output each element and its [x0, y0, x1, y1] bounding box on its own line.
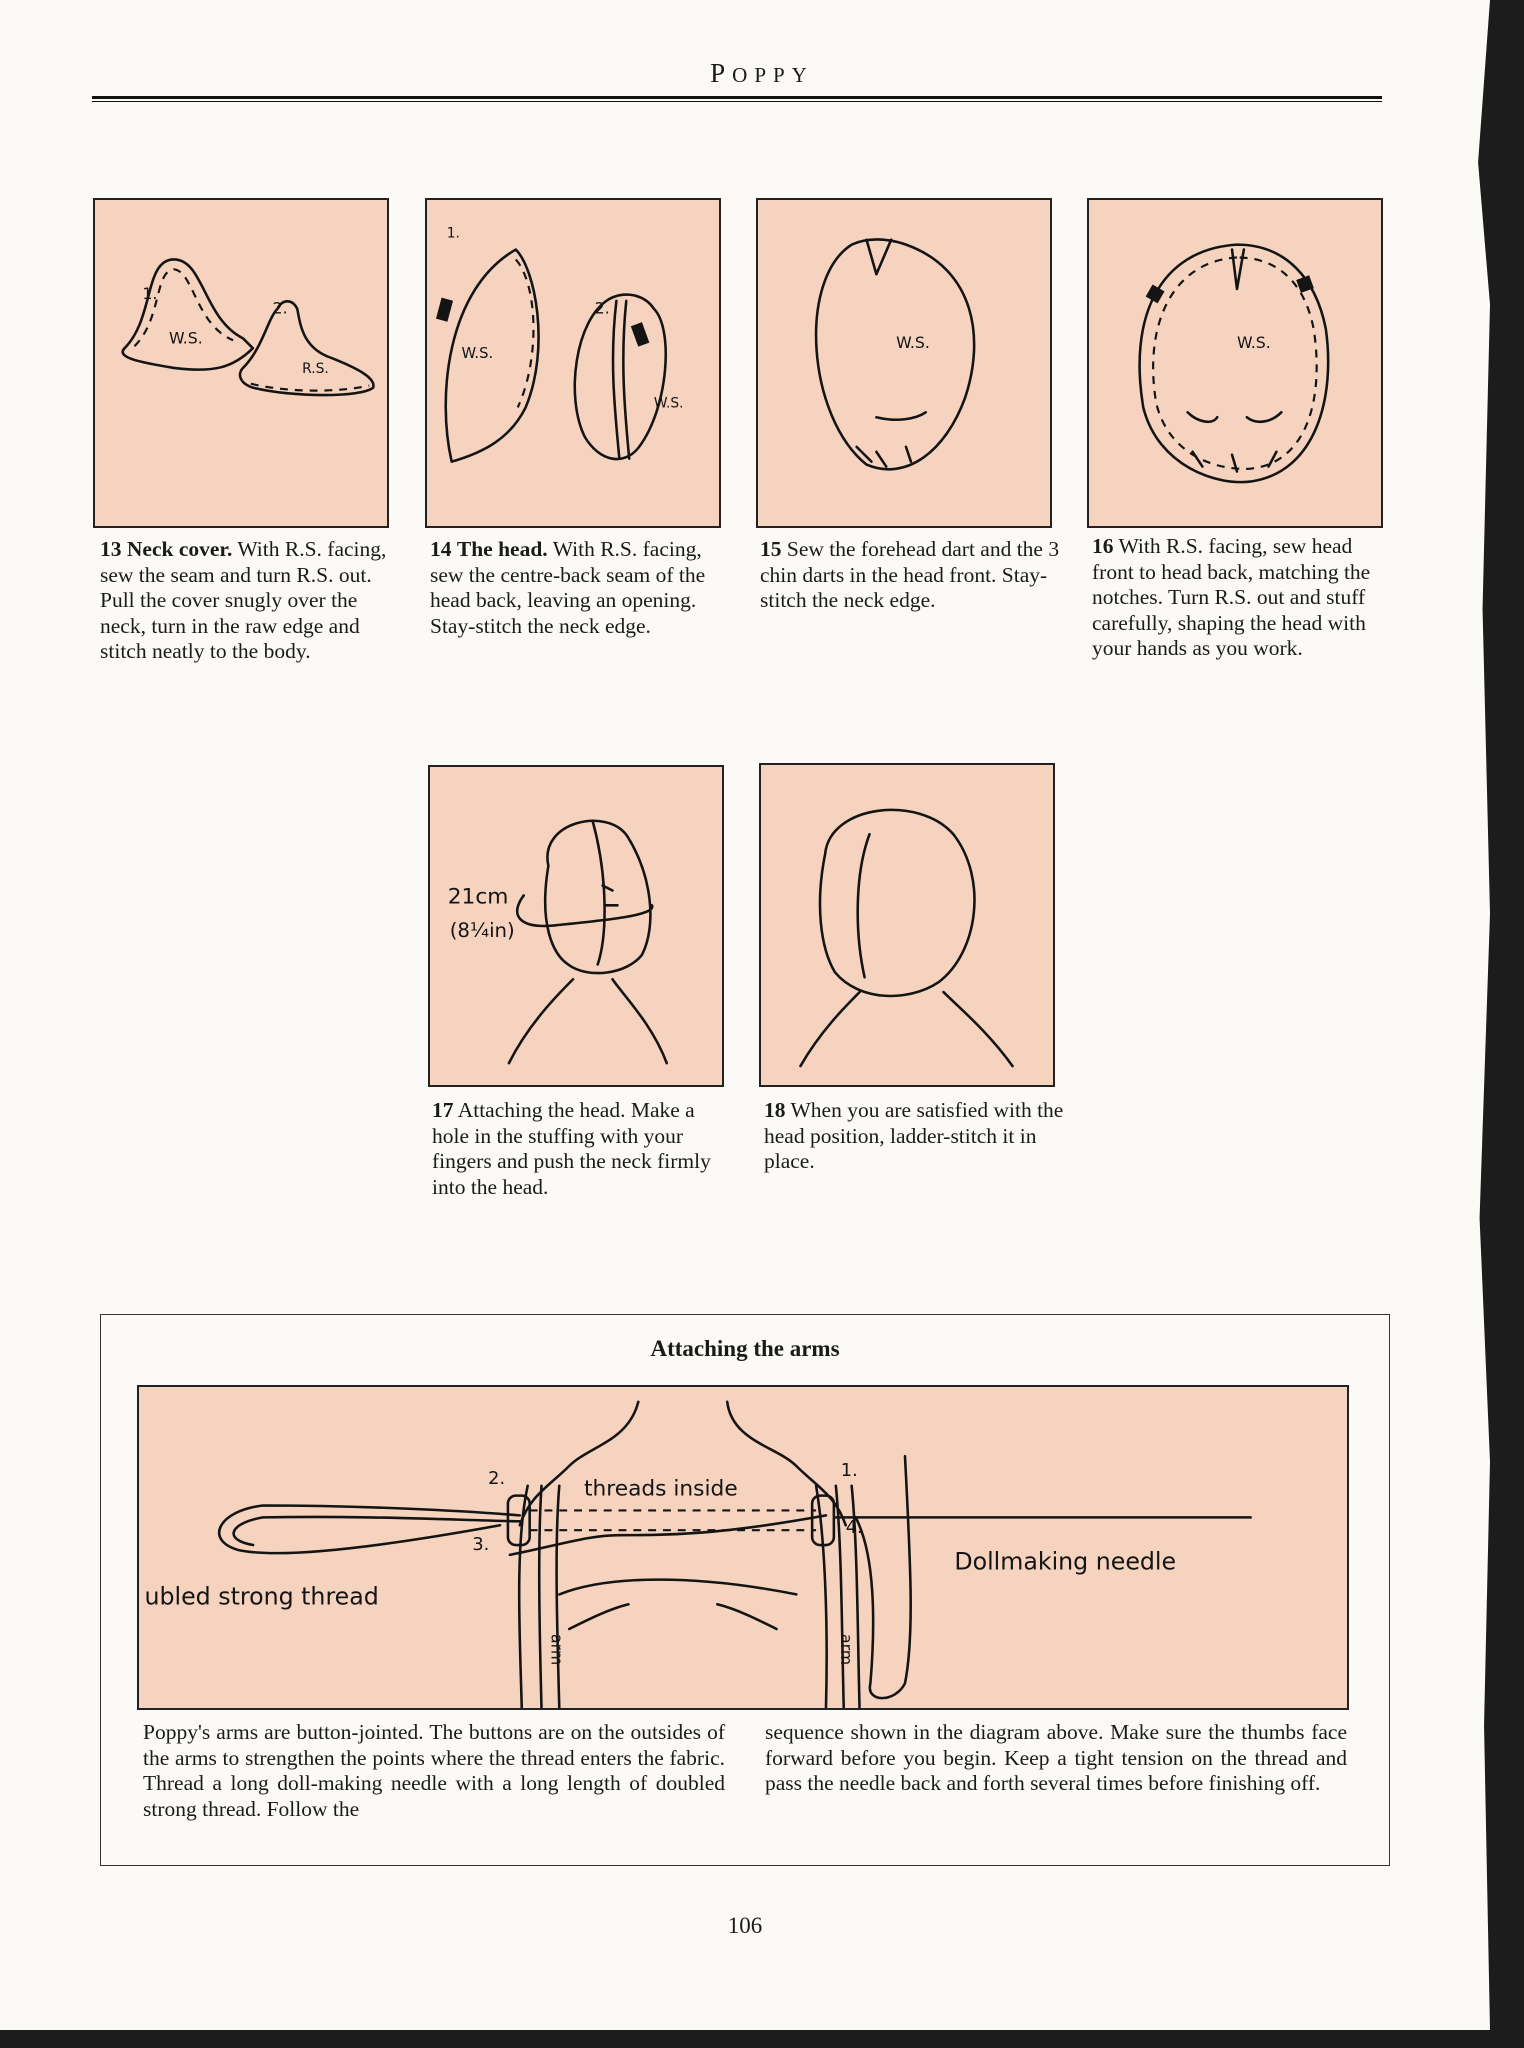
svg-text:W.S.: W.S.	[653, 395, 684, 412]
svg-text:R.S.: R.S.	[302, 360, 329, 377]
header-rule	[92, 96, 1382, 99]
caption-14: 14 The head. With R.S. facing, sew the centre-back seam of the head back, leaving an opening. Stay-stitch the neck edge.	[430, 537, 706, 638]
svg-text:3.: 3.	[472, 1534, 490, 1555]
svg-text:21cm: 21cm	[447, 884, 509, 910]
caption-15: 15 Sew the forehead dart and the 3 chin darts in the head front. Stay-stitch the neck edge.	[760, 537, 1060, 612]
arms-text-column-2: sequence shown in the diagram above. Make sure the thumbs face forward before you begin. Keep a tight tension on the thread and pass the needle back and forth several times before finishing off.	[765, 1720, 1347, 1795]
running-header: POPPY	[710, 58, 814, 88]
svg-text:1.: 1.	[446, 225, 460, 242]
header-rule-thin	[92, 101, 1382, 102]
svg-text:arm: arm	[836, 1633, 856, 1666]
svg-text:1.: 1.	[142, 283, 158, 303]
caption-13: 13 Neck cover. With R.S. facing, sew the seam and turn R.S. out. Pull the cover snugly over the neck, turn in the raw edge and stitch neatly to the body.	[100, 537, 387, 663]
svg-text:W.S.: W.S.	[168, 328, 203, 348]
caption-17: 17 Attaching the head. Make a hole in the stuffing with your fingers and push the neck firmly into the head.	[432, 1098, 711, 1199]
illustration-attaching-head	[428, 765, 724, 1087]
illustration-attaching-arms	[137, 1385, 1349, 1710]
svg-text:ubled strong thread: ubled strong thread	[144, 1582, 379, 1611]
page-number: 106	[727, 1913, 763, 1938]
svg-text:W.S.: W.S.	[896, 333, 930, 353]
svg-text:threads inside: threads inside	[583, 1476, 738, 1502]
svg-text:(8¼in): (8¼in)	[449, 918, 515, 942]
svg-text:arm: arm	[547, 1633, 567, 1666]
svg-text:Dollmaking needle: Dollmaking needle	[954, 1547, 1177, 1576]
caption-18: 18 When you are satisfied with the head position, ladder-stitch it in place.	[764, 1098, 1064, 1173]
svg-text:2.: 2.	[594, 298, 610, 318]
svg-text:4.: 4.	[845, 1518, 863, 1539]
illustration-head-in-place	[759, 763, 1055, 1087]
svg-text:W.S.: W.S.	[461, 345, 494, 363]
svg-text:2.: 2.	[272, 298, 288, 318]
svg-text:2.: 2.	[488, 1468, 506, 1489]
svg-text:1.: 1.	[840, 1460, 858, 1481]
illustration-head-back	[425, 198, 721, 528]
illustration-head-front-darts	[756, 198, 1052, 528]
caption-16: 16 With R.S. facing, sew head front to head back, matching the notches. Turn R.S. out and stuff carefully, shaping the head with your hands as you work.	[1092, 534, 1371, 660]
svg-text:W.S.: W.S.	[1236, 333, 1271, 353]
arms-text-column-1: Poppy's arms are button-jointed. The buttons are on the outsides of the arms to strengthen the points where the thread enters the fabric. Thread a long doll-making needle with a long length of doubled strong thread. Follow the	[143, 1720, 725, 1821]
arms-section-title: Attaching the arms	[650, 1336, 840, 1361]
illustration-neck-cover	[93, 198, 389, 528]
illustration-head-sewn	[1087, 198, 1383, 528]
